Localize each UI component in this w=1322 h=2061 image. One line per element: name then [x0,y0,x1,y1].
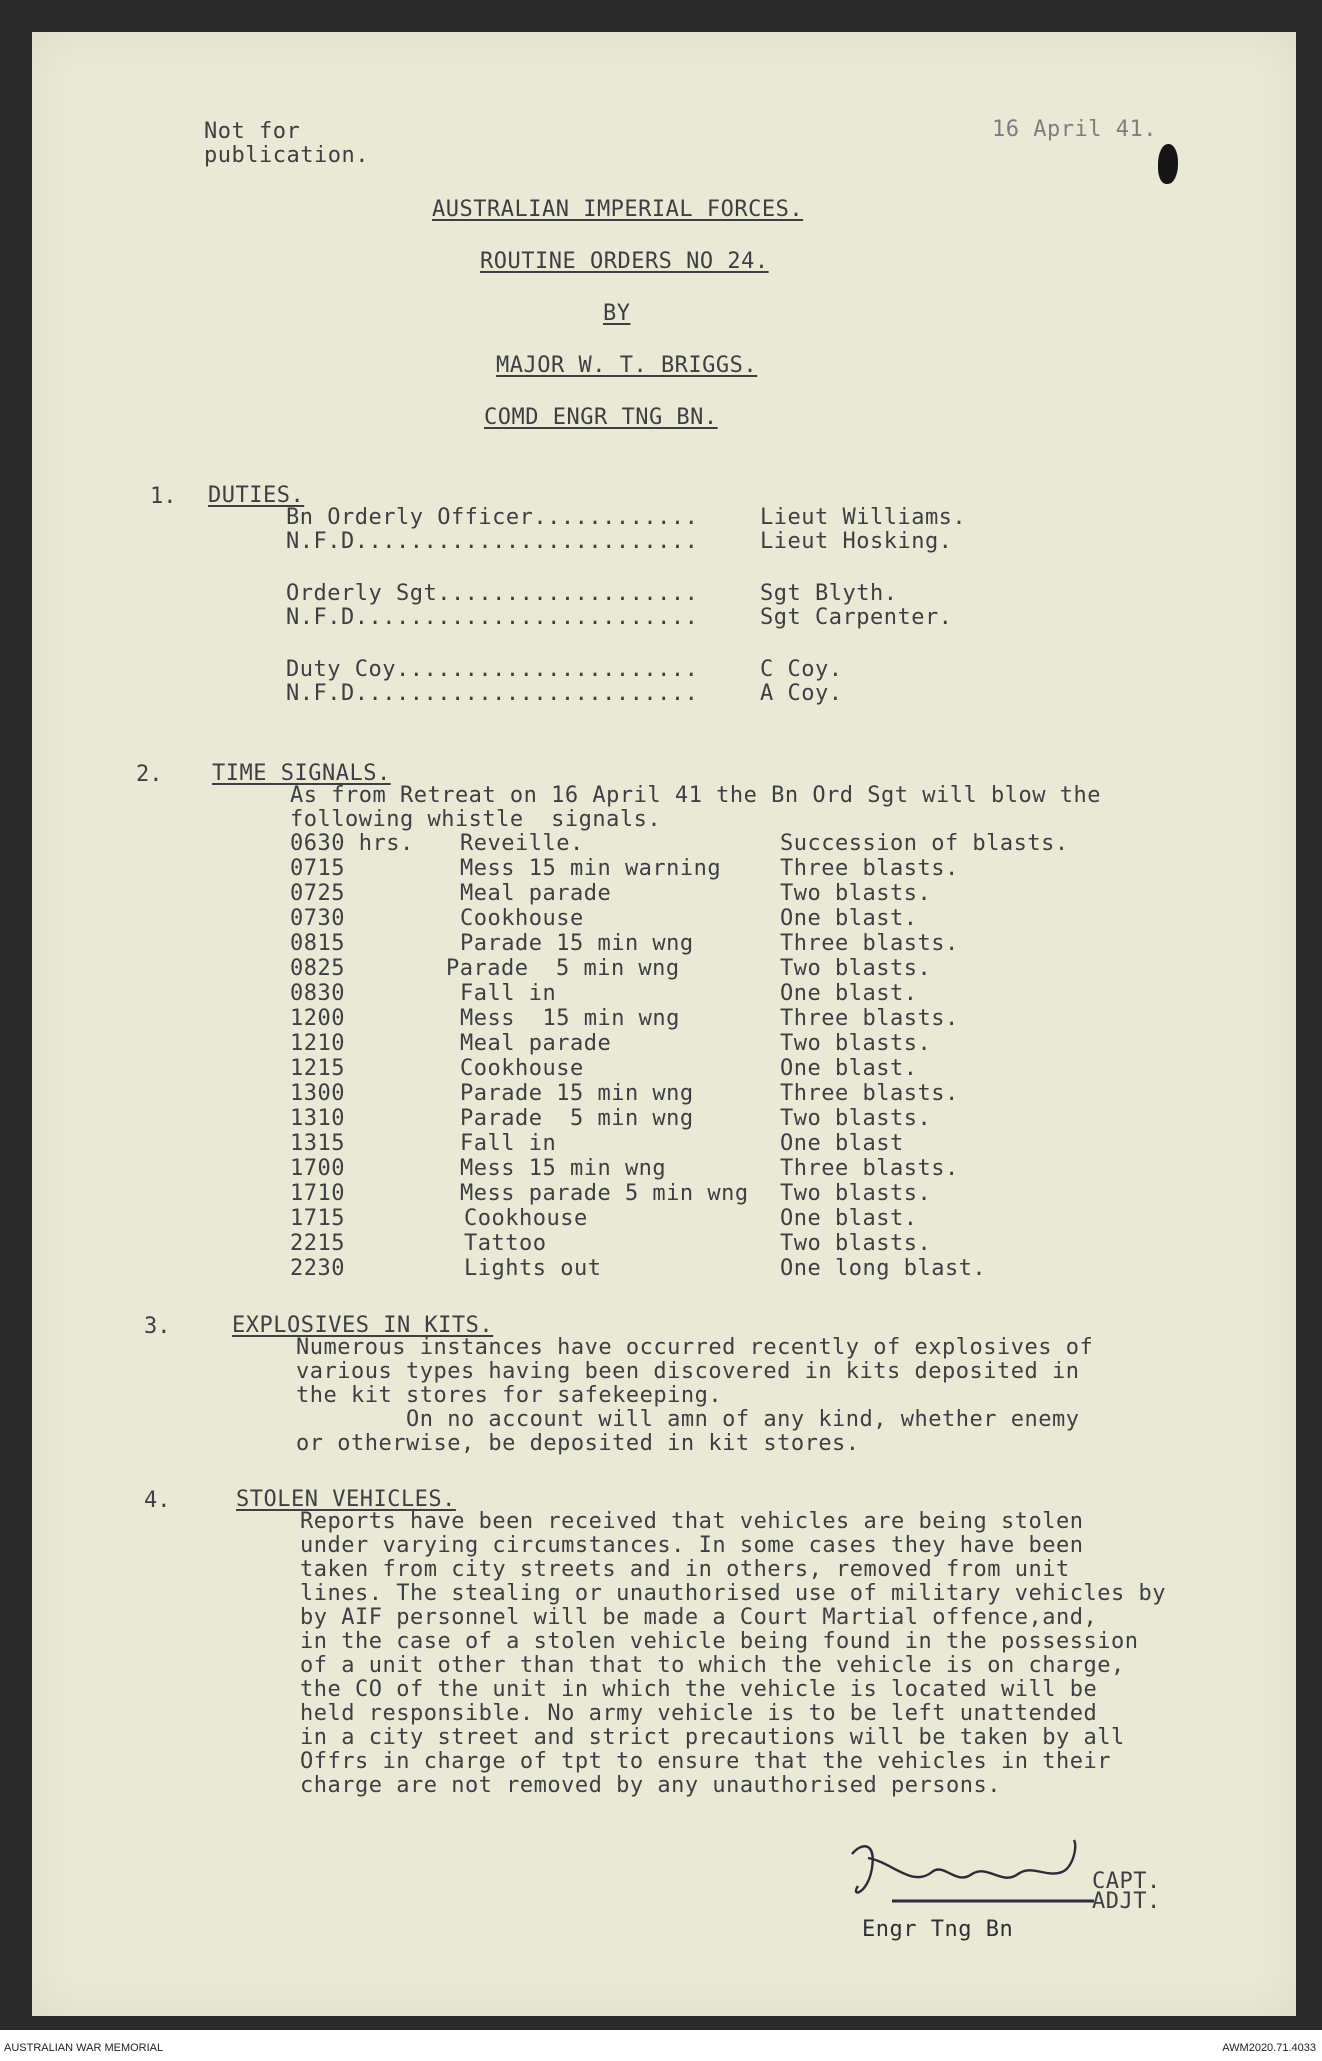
signal-blasts: Three blasts. [780,1156,959,1181]
signal-time: 0830 [290,981,345,1006]
vehicles-line: the CO of the unit in which the vehicle is located will be [300,1677,1098,1702]
footer-left-text: AUSTRALIAN WAR MEMORIAL [4,2042,164,2054]
explosives-line: or otherwise, be deposited in kit stores. [296,1431,860,1456]
signal-event: Cookhouse [460,1056,584,1081]
signal-blasts: One blast. [780,981,918,1006]
not-for-text: Not for [204,119,301,144]
signal-blasts: Two blasts. [780,1106,932,1131]
duty-label: N.F.D......................... [286,681,699,706]
signal-blasts: One blast [780,1131,904,1156]
vehicles-line: charge are not removed by any unauthorised persons. [300,1773,1002,1798]
footer-right-text: AWM2020.71.4033 [1222,2042,1316,2054]
duty-value: Lieut Williams. [760,505,967,530]
signature-unit: Engr Tng Bn [862,1917,1014,1942]
explosives-line: the kit stores for safekeeping. [296,1383,723,1408]
signal-event: Mess parade 5 min wng [460,1181,749,1206]
signal-time: 0715 [290,856,345,881]
duty-label: N.F.D......................... [286,529,699,554]
signal-event: Mess 15 min wng [460,1156,667,1181]
signal-time: 0630 hrs. [290,831,414,856]
archive-footer [0,2030,1322,2061]
signal-blasts: Two blasts. [780,881,932,906]
signal-event: Mess 15 min wng [460,1006,680,1031]
signal-event: Parade 5 min wng [460,1106,694,1131]
signal-event: Parade 15 min wng [460,1081,694,1106]
signal-event: Meal parade [460,1031,612,1056]
vehicles-line: in a city street and strict precautions will be taken by all [300,1725,1125,1750]
signal-time: 0815 [290,931,345,956]
explosives-line: Numerous instances have occurred recently of explosives of [296,1335,1094,1360]
section-number: 4. [144,1488,171,1513]
duty-value: C Coy. [760,657,843,682]
vehicles-line: under varying circumstances. In some cases they have been [300,1533,1084,1558]
section-number: 3. [144,1314,171,1339]
duty-label: Bn Orderly Officer............ [286,505,699,530]
unit-name: COMD ENGR TNG BN. [484,405,718,430]
signal-event: Reveille. [460,831,584,856]
signal-blasts: Three blasts. [780,1006,959,1031]
major-name: MAJOR W. T. BRIGGS. [496,353,758,378]
vehicles-heading: STOLEN VEHICLES. [236,1487,456,1512]
signal-event: Tattoo [464,1231,547,1256]
date-text: 16 April 41. [992,117,1157,142]
signal-time: 0730 [290,906,345,931]
signal-time: 1210 [290,1031,345,1056]
signal-event: Parade 5 min wng [446,956,680,981]
signal-time: 1200 [290,1006,345,1031]
by-text: BY [603,301,631,326]
duties-heading: DUTIES. [208,483,305,508]
publication-text: publication. [204,143,369,168]
ink-blot [1158,144,1178,184]
duty-value: A Coy. [760,681,843,706]
section-number: 2. [136,762,163,787]
signal-event: Cookhouse [464,1206,588,1231]
signal-time: 0725 [290,881,345,906]
vehicles-line: in the case of a stolen vehicle being found in the possession [300,1629,1139,1654]
signal-blasts: Two blasts. [780,1181,932,1206]
signal-blasts: One blast. [780,1206,918,1231]
signal-blasts: Two blasts. [780,1231,932,1256]
signal-event: Mess 15 min warning [460,856,722,881]
signal-time: 1315 [290,1131,345,1156]
signal-blasts: Two blasts. [780,1031,932,1056]
orders-title: ROUTINE ORDERS NO 24. [480,249,769,274]
vehicles-line: of a unit other than that to which the vehicle is on charge, [300,1653,1125,1678]
document-title: AUSTRALIAN IMPERIAL FORCES. [432,197,804,222]
explosives-line: various types having been discovered in kits deposited in [296,1359,1080,1384]
duty-value: Sgt Carpenter. [760,605,953,630]
signal-blasts: Three blasts. [780,931,959,956]
signal-time: 0825 [290,956,345,981]
vehicles-line: Reports have been received that vehicles are being stolen [300,1509,1084,1534]
signal-event: Fall in [460,981,557,1006]
signal-event: Fall in [460,1131,557,1156]
signature-rank: CAPT. [1092,1869,1161,1894]
vehicles-line: by AIF personnel will be made a Court Martial offence,and, [300,1605,1098,1630]
time-signals-heading: TIME SIGNALS. [212,761,391,786]
signal-blasts: One blast. [780,906,918,931]
vehicles-line: held responsible. No army vehicle is to be left unattended [300,1701,1098,1726]
explosives-heading: EXPLOSIVES IN KITS. [232,1313,494,1338]
signal-time: 1700 [290,1156,345,1181]
signal-blasts: Three blasts. [780,1081,959,1106]
signal-time: 1310 [290,1106,345,1131]
signal-blasts: One blast. [780,1056,918,1081]
explosives-line: On no account will amn of any kind, whether enemy [296,1407,1080,1432]
vehicles-line: lines. The stealing or unauthorised use of military vehicles by [300,1581,1166,1606]
document-page [32,32,1296,2016]
signal-event: Cookhouse [460,906,584,931]
vehicles-line: taken from city streets and in others, removed from unit [300,1557,1070,1582]
signal-blasts: Two blasts. [780,956,932,981]
signal-time: 2230 [290,1256,345,1281]
signal-time: 1710 [290,1181,345,1206]
time-signals-intro: As from Retreat on 16 April 41 the Bn Ord Sgt will blow the [290,783,1101,808]
duty-label: Orderly Sgt................... [286,581,699,606]
signal-blasts: Succession of blasts. [780,831,1069,856]
signal-blasts: Three blasts. [780,856,959,881]
signal-event: Meal parade [460,881,612,906]
duty-label: Duty Coy...................... [286,657,699,682]
signal-time: 1215 [290,1056,345,1081]
duty-label: N.F.D......................... [286,605,699,630]
signal-time: 1715 [290,1206,345,1231]
signal-time: 2215 [290,1231,345,1256]
duty-value: Lieut Hosking. [760,529,953,554]
signal-blasts: One long blast. [780,1256,987,1281]
duty-value: Sgt Blyth. [760,581,898,606]
signal-time: 1300 [290,1081,345,1106]
signal-event: Lights out [464,1256,602,1281]
signature-role: ADJT. [1092,1889,1161,1914]
time-signals-intro: following whistle signals. [290,807,662,832]
vehicles-line: Offrs in charge of tpt to ensure that the vehicles in their [300,1749,1111,1774]
section-number: 1. [150,484,177,509]
signal-event: Parade 15 min wng [460,931,694,956]
